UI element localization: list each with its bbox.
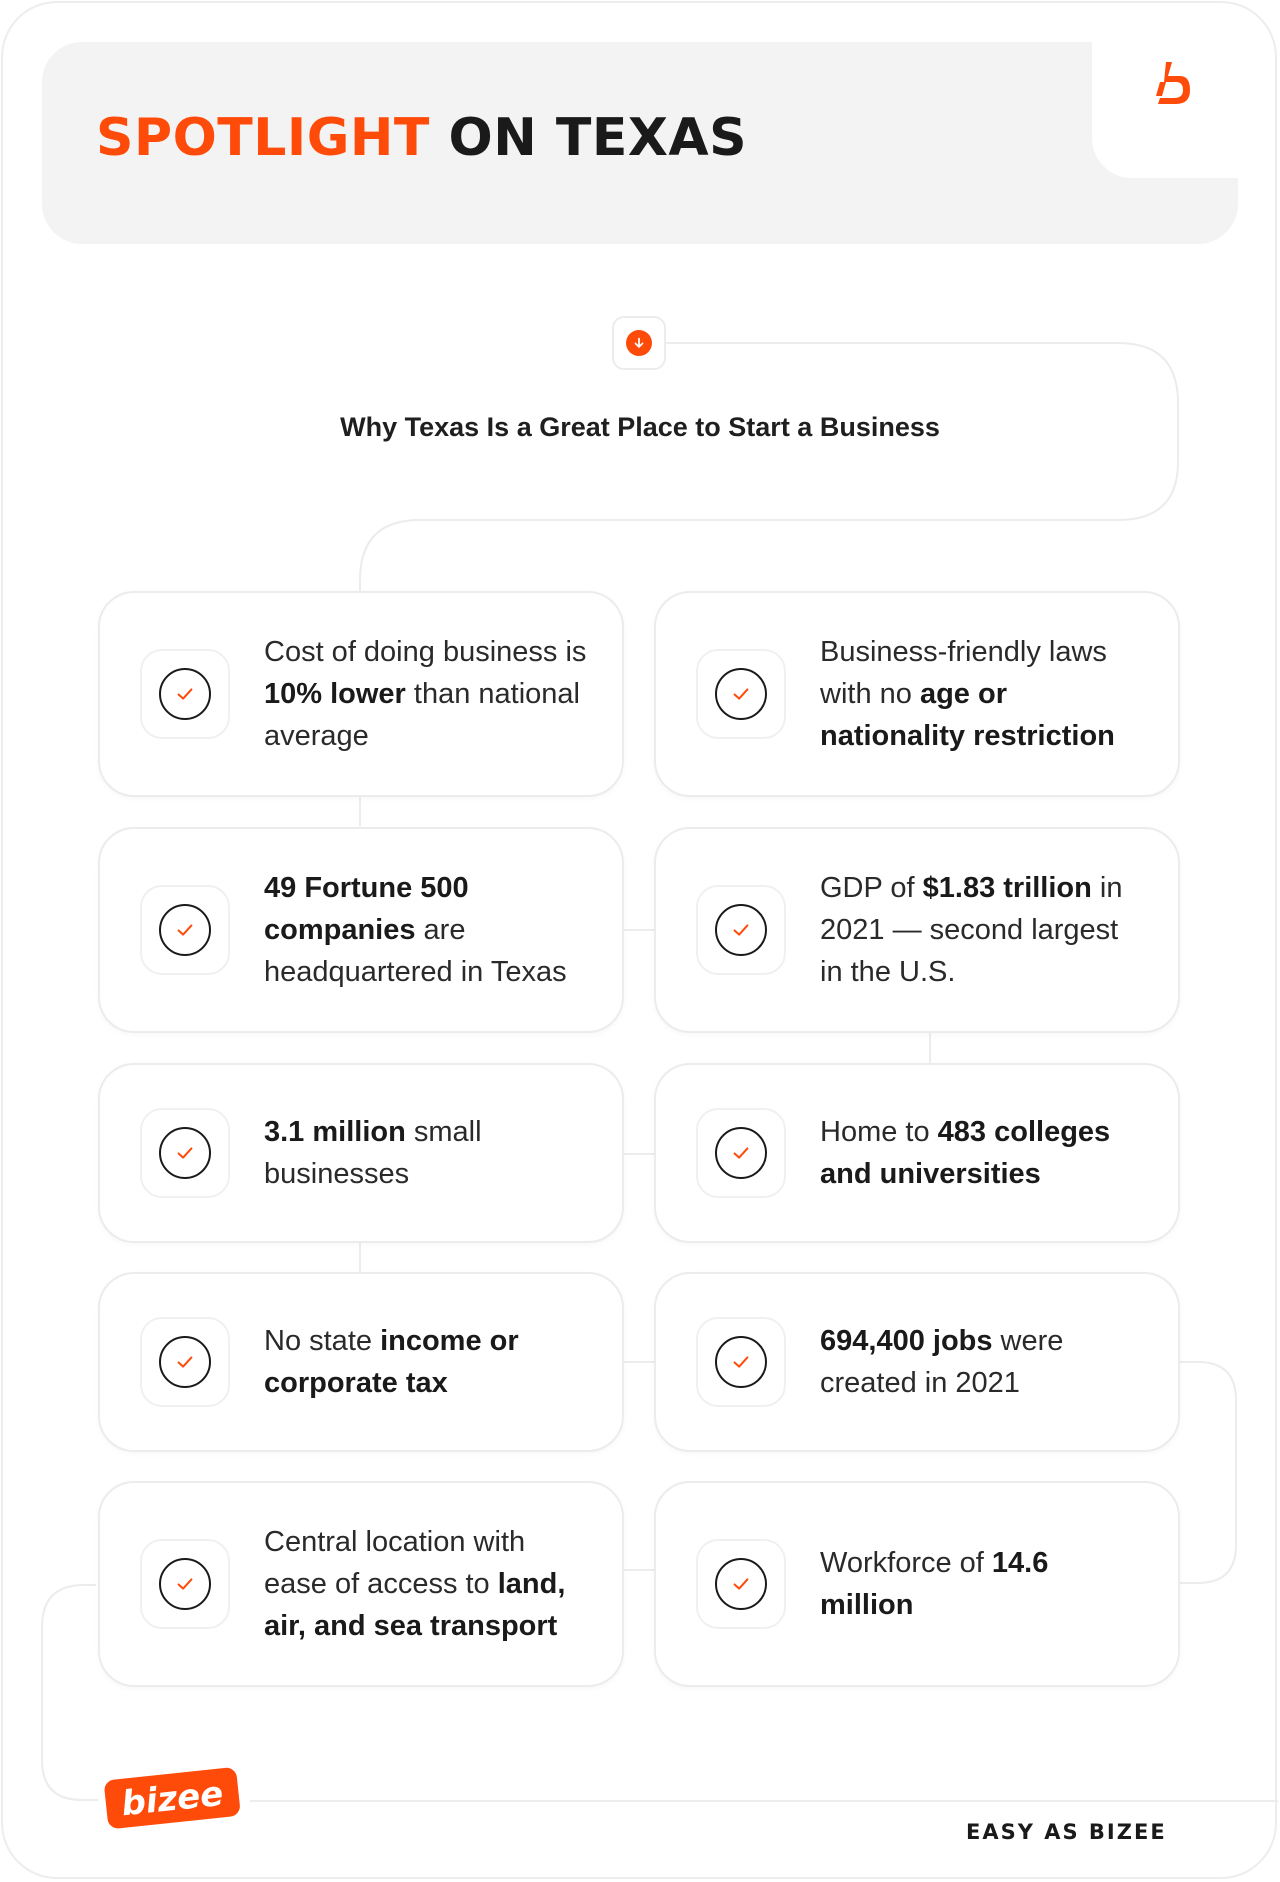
check-badge bbox=[140, 1539, 230, 1629]
title-rest: ON TEXAS bbox=[448, 108, 748, 168]
fact-highlight: 694,400 jobs bbox=[820, 1325, 993, 1357]
fact-card bbox=[654, 1272, 1180, 1452]
fact-run: Home to bbox=[820, 1116, 938, 1148]
fact-highlight: 483 colleges and universities bbox=[820, 1116, 1111, 1190]
check-circle-icon bbox=[159, 668, 211, 720]
fact-card bbox=[98, 1481, 624, 1687]
fact-run: Cost of doing business is bbox=[264, 636, 587, 668]
fact-card bbox=[98, 591, 624, 797]
check-circle-icon bbox=[159, 1558, 211, 1610]
fact-text bbox=[820, 1320, 1148, 1404]
check-circle-icon bbox=[715, 1336, 767, 1388]
svg-text:bizee: bizee bbox=[119, 1773, 226, 1825]
check-badge bbox=[140, 885, 230, 975]
check-badge bbox=[696, 649, 786, 739]
check-badge bbox=[696, 885, 786, 975]
fact-highlight: land, air, and sea transport bbox=[264, 1568, 566, 1642]
fact-text bbox=[820, 631, 1148, 757]
check-circle-icon bbox=[159, 904, 211, 956]
bizee-b-icon bbox=[1150, 60, 1194, 112]
fact-run: No state bbox=[264, 1325, 381, 1357]
check-badge bbox=[140, 649, 230, 739]
check-circle-icon bbox=[159, 1336, 211, 1388]
check-circle-icon bbox=[159, 1127, 211, 1179]
page-title bbox=[96, 108, 747, 168]
fact-run: Business-friendly laws with no bbox=[820, 636, 1107, 710]
check-badge bbox=[140, 1108, 230, 1198]
fact-card bbox=[654, 1481, 1180, 1687]
fact-highlight: 49 Fortune 500 companies bbox=[264, 872, 469, 946]
fact-card bbox=[654, 1063, 1180, 1243]
fact-card bbox=[98, 1272, 624, 1452]
check-badge bbox=[696, 1317, 786, 1407]
fact-highlight: income or corporate tax bbox=[264, 1325, 519, 1399]
fact-highlight: $1.83 trillion bbox=[922, 872, 1092, 904]
fact-text bbox=[264, 1320, 592, 1404]
footer-divider bbox=[250, 1800, 1278, 1802]
footer-tagline: EASY AS BIZEE bbox=[966, 1820, 1167, 1844]
arrow-down-badge bbox=[612, 316, 666, 370]
fact-run: Central location with ease of access to bbox=[264, 1526, 526, 1600]
fact-run: in 2021 — second largest in the U.S. bbox=[820, 872, 1123, 988]
fact-card bbox=[654, 827, 1180, 1033]
fact-run: were created in 2021 bbox=[820, 1325, 1064, 1399]
check-circle-icon bbox=[715, 668, 767, 720]
fact-text bbox=[264, 631, 592, 757]
title-accent: SPOTLIGHT bbox=[96, 108, 430, 168]
section-subtitle: Why Texas Is a Great Place to Start a Business bbox=[340, 412, 940, 442]
fact-run: are headquartered in Texas bbox=[264, 914, 567, 988]
check-badge bbox=[140, 1317, 230, 1407]
fact-text bbox=[820, 1542, 1148, 1626]
fact-run: Workforce of bbox=[820, 1547, 992, 1579]
check-circle-icon bbox=[715, 1558, 767, 1610]
fact-run: GDP of bbox=[820, 872, 923, 904]
arrow-down-icon bbox=[626, 330, 652, 356]
check-badge bbox=[696, 1108, 786, 1198]
fact-run: small businesses bbox=[264, 1116, 482, 1190]
fact-text bbox=[264, 867, 592, 993]
fact-text bbox=[820, 867, 1148, 993]
fact-highlight: age or nationality restriction bbox=[820, 678, 1115, 752]
fact-text bbox=[820, 1111, 1148, 1195]
check-circle-icon bbox=[715, 1127, 767, 1179]
fact-highlight: 14.6 million bbox=[820, 1547, 1049, 1621]
fact-card bbox=[98, 1063, 624, 1243]
fact-text bbox=[264, 1111, 592, 1195]
fact-card bbox=[654, 591, 1180, 797]
fact-highlight: 10% lower bbox=[264, 678, 406, 710]
fact-text bbox=[264, 1521, 592, 1647]
fact-highlight: 3.1 million bbox=[264, 1116, 406, 1148]
fact-card bbox=[98, 827, 624, 1033]
check-circle-icon bbox=[715, 904, 767, 956]
fact-run: than national average bbox=[264, 678, 580, 752]
check-badge bbox=[696, 1539, 786, 1629]
bizee-logo bbox=[98, 1760, 248, 1832]
